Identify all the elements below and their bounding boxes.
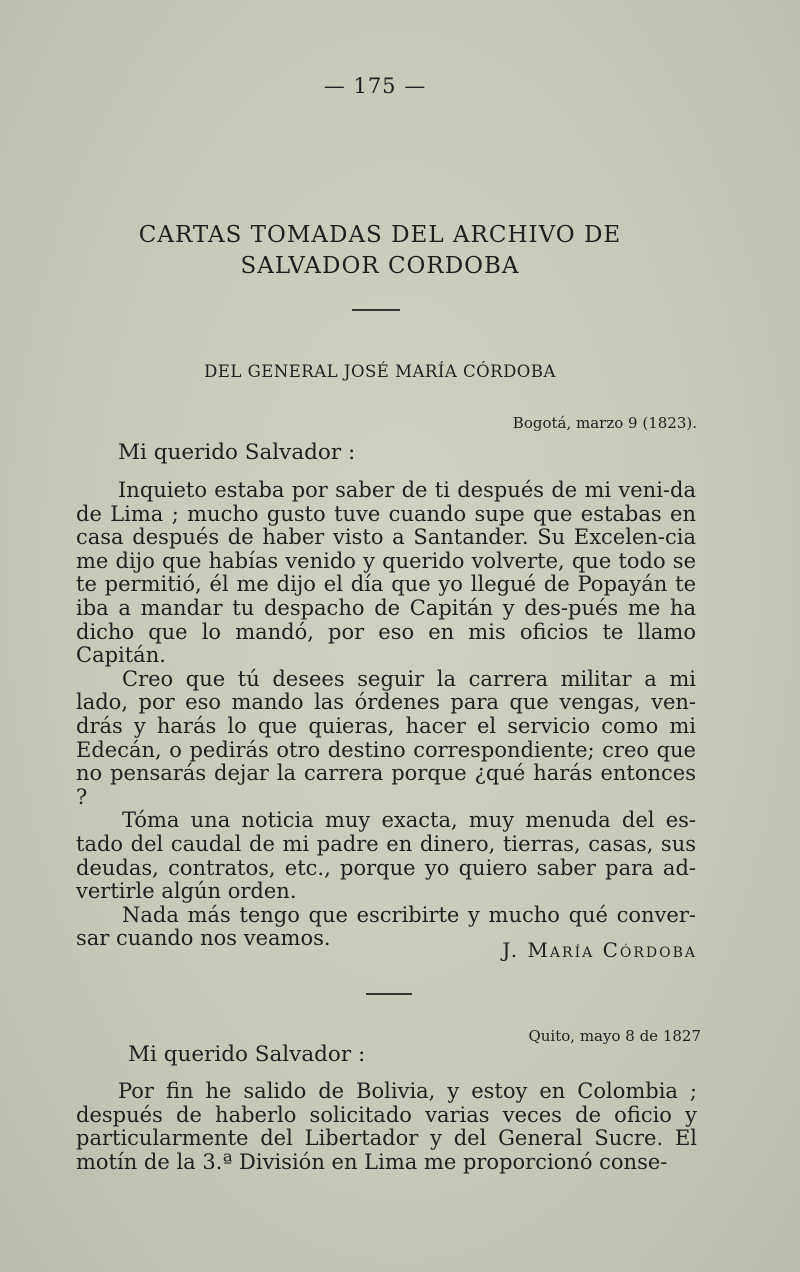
section-title-line-2: SALVADOR CORDOBA — [240, 253, 520, 279]
page-number: — 175 — — [323, 74, 427, 98]
letter1-paragraph: Nada más tengo que escribirte y mucho qué conver-sar cuando nos veamos. — [76, 902, 696, 951]
letter1-signature: J. María Córdoba — [502, 938, 697, 962]
section-title-line-1: CARTAS TOMADAS DEL ARCHIVO DE — [138, 222, 622, 248]
letters-divider — [366, 993, 412, 995]
letter1-dateline: Bogotá, marzo 9 (1823). — [512, 414, 697, 432]
letter1-paragraph: Creo que tú desees seguir la carrera militar a mi lado, por eso mando las órdenes para que vengas, ven-drás y harás lo que quieras, hacer el servicio como mi Edecán, o pedirás otro destino correspondiente; creo que no pensarás dejar la carrera porque ¿qué harás entonces ? — [76, 666, 696, 809]
letter1-paragraph: Tóma una noticia muy exacta, muy menuda del es-tado del caudal de mi padre en dinero, tierras, casas, sus deudas, contratos, etc., porque yo quiero saber para ad-vertirle algún orden. — [76, 808, 696, 904]
title-divider — [352, 309, 400, 311]
letter1-salutation: Mi querido Salvador : — [118, 440, 356, 465]
letter2-dateline: Quito, mayo 8 de 1827 — [528, 1027, 701, 1045]
letter2-salutation: Mi querido Salvador : — [128, 1042, 366, 1067]
letter2-paragraph: Por fin he salido de Bolivia, y estoy en Colombia ; después de haberlo solicitado varias veces de oficio y particularmente del Libertador y del General Sucre. El motín de la 3.ª División en Lima me proporcionó conse- — [76, 1079, 697, 1174]
letter-author-byline: DEL GENERAL JOSÉ MARÍA CÓRDOBA — [204, 362, 556, 381]
letter2-body — [76, 1080, 697, 1174]
letter1-body — [76, 479, 696, 951]
letter1-paragraph: Inquieto estaba por saber de ti después de mi veni-da de Lima ; mucho gusto tuve cuando supe que estabas en casa después de haber visto a Santander. Su Excelen-cia me dijo que habías venido y querido volverte, que todo se te permitió, él me dijo el día que yo llegué de Popayán te iba a mandar tu despacho de Capitán y des-pués me ha dicho que lo mandó, por eso en mis oficios te llamo Capitán. — [76, 478, 696, 668]
